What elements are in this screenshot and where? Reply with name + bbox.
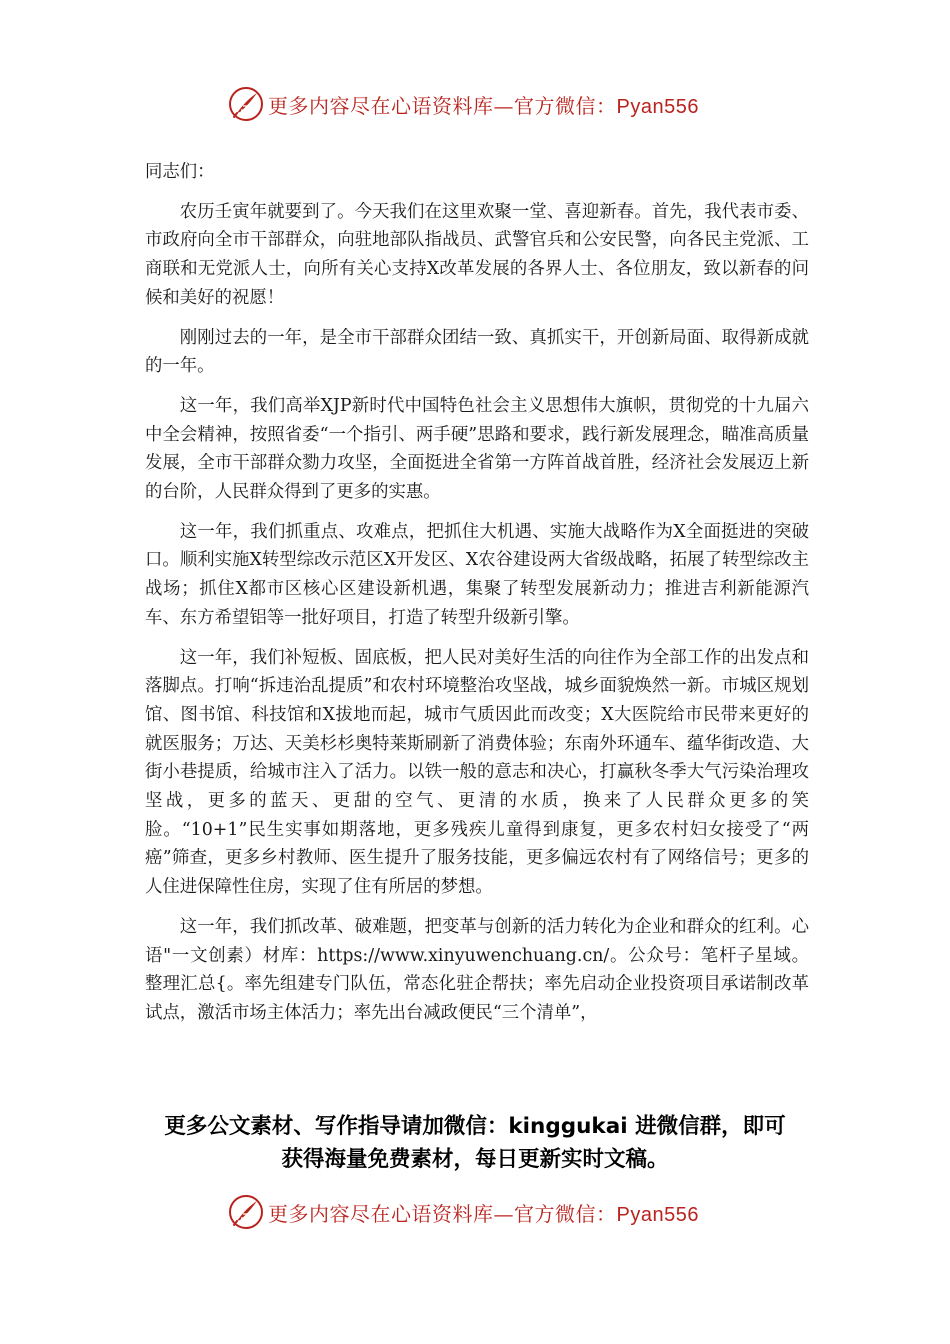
paragraph: 这一年，我们抓改革、破难题，把变革与创新的活力转化为企业和群众的红利。心语"一文创素）材库：https://www.xinyuwenchuang.cn/。公众号：笔杆子星域。整理汇总{。率先组建专门队伍，常态化驻企帮扶；率先启动企业投资项目承诺制改革试点，激活市场主体活力；率先出台减政便民“三个清单”， <box>145 916 809 1023</box>
promo-notice-line-1: 更多公文素材、写作指导请加微信：kinggukai 进微信群，即可 <box>164 1114 786 1139</box>
header-wechat-id: Pyan556 <box>616 95 699 118</box>
quill-logo-icon <box>228 86 264 122</box>
paragraph: 这一年，我们高举XJP新时代中国特色社会主义思想伟大旗帜，贯彻党的十九届六中全会精神，按照省委“一个指引、两手硬”思路和要求，践行新发展理念，瞄准高质量发展，全市干部群众勠力攻坚，全面挺进全省第一方阵首战首胜，经济社会发展迈上新的台阶，人民群众得到了更多的实惠。 <box>145 395 809 503</box>
header-banner <box>228 84 728 124</box>
footer-banner <box>228 1192 728 1232</box>
salutation: 同志们： <box>145 162 215 182</box>
paragraph: 农历壬寅年就要到了。今天我们在这里欢聚一堂、喜迎新春。首先，我代表市委、市政府向全市干部群众，向驻地部队指战员、武警官兵和公安民警，向各民主党派、工商联和无党派人士，向所有关心支持X改革发展的各界人士、各位朋友，致以新春的问候和美好的祝愿！ <box>145 201 809 308</box>
header-banner-text: 更多内容尽在心语资料库—官方微信：Pyan556 <box>268 93 699 118</box>
paragraph: 刚刚过去的一年，是全市干部群众团结一致、真抓实干，开创新局面、取得新成就的一年。 <box>145 327 809 377</box>
speech-body <box>145 158 809 1039</box>
paragraph: 这一年，我们补短板、固底板，把人民对美好生活的向往作为全部工作的出发点和落脚点。打响“拆违治乱提质”和农村环境整治攻坚战，城乡面貌焕然一新。市城区规划馆、图书馆、科技馆和X拔地而起，城市气质因此而改变；X大医院给市民带来更好的就医服务；万达、天美杉杉奥特莱斯刷新了消费体验；东南外环通车、蕴华街改造、大街小巷提质，给城市注入了活力。以铁一般的意志和决心，打赢秋冬季大气污染治理攻坚战，更多的蓝天、更甜的空气、更清的水质，换来了人民群众更多的笑脸。“10+1”民生实事如期落地，更多残疾儿童得到康复，更多农村妇女接受了“两癌”筛查，更多乡村教师、医生提升了服务技能，更多偏远农村有了网络信号；更多的人住进保障性住房，实现了住有所居的梦想。 <box>145 647 809 898</box>
footer-banner-text: 更多内容尽在心语资料库—官方微信：Pyan556 <box>268 1201 699 1226</box>
footer-wechat-id: Pyan556 <box>616 1203 699 1226</box>
quill-logo-icon <box>228 1194 264 1230</box>
promo-notice-line-2: 获得海量免费素材，每日更新实时文稿。 <box>281 1147 669 1172</box>
paragraph: 这一年，我们抓重点、攻难点，把抓住大机遇、实施大战略作为X全面挺进的突破口。顺利实施X转型综改示范区X开发区、X农谷建设两大省级战略，拓展了转型综改主战场；抓住X都市区核心区建设新机遇，集聚了转型发展新动力；推进吉利新能源汽车、东方希望铝等一批好项目，打造了转型升级新引擎。 <box>145 521 809 628</box>
promo-notice <box>100 1110 850 1176</box>
